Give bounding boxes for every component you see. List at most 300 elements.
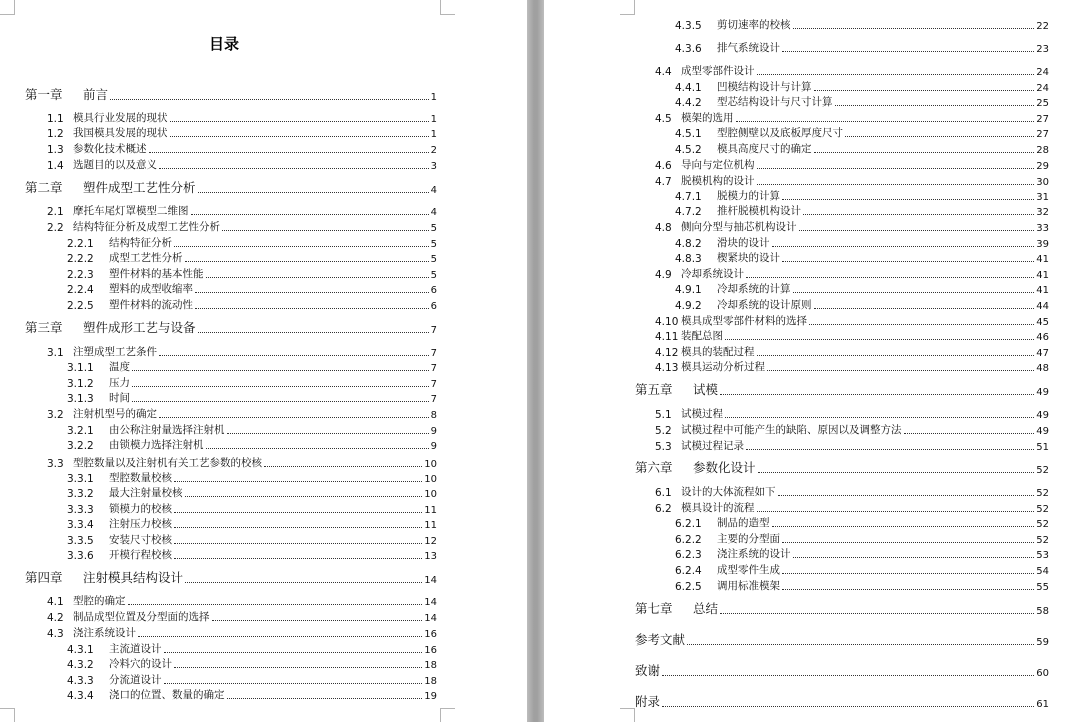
toc-entry-title: 参数化技术概述: [73, 143, 147, 155]
toc-dot-leader: [174, 558, 422, 559]
toc-section-entry[interactable]: [675, 79, 1049, 94]
toc-section-entry[interactable]: [47, 219, 437, 234]
toc-entry-page-number: 52: [1036, 504, 1049, 515]
toc-entry-title: 冷料穴的设计: [109, 658, 172, 670]
toc-entry-page-number: 11: [424, 520, 437, 531]
toc-entry-title: 结构特征分析: [109, 237, 172, 249]
toc-section-entry[interactable]: [675, 235, 1049, 250]
toc-dot-leader: [164, 683, 423, 684]
toc-entry-number: 3.3.6: [67, 550, 94, 562]
toc-section-entry[interactable]: [675, 578, 1049, 593]
toc-section-entry[interactable]: [655, 438, 1049, 453]
toc-entry-title: 注塑成型工艺条件: [73, 346, 157, 358]
toc-dot-leader: [772, 526, 1035, 527]
toc-entry-page-number: 49: [1036, 387, 1049, 398]
toc-entry-title: 设计的大体流程如下: [681, 486, 776, 498]
toc-dot-leader: [174, 527, 422, 528]
toc-entry-number: 第五章: [635, 382, 673, 397]
toc-section-entry[interactable]: [675, 281, 1049, 296]
toc-dot-leader: [206, 277, 429, 278]
toc-entry-number: 3.3.4: [67, 519, 94, 531]
toc-entry-title: 侧向分型与抽芯机构设计: [681, 221, 797, 233]
toc-dot-leader: [662, 706, 1034, 707]
toc-dot-leader: [720, 394, 1034, 395]
toc-entry-page-number: 1: [430, 92, 437, 103]
toc-section-entry[interactable]: [67, 390, 437, 405]
toc-section-entry[interactable]: [67, 672, 437, 687]
toc-entry-number: 4.4: [655, 66, 672, 78]
toc-entry-page-number: 27: [1036, 114, 1049, 125]
toc-chapter-entry[interactable]: [25, 319, 437, 336]
toc-dot-leader: [662, 675, 1034, 676]
toc-dot-leader: [814, 152, 1035, 153]
toc-entry-title: 摩托车尾灯罩模型二维图: [73, 205, 189, 217]
toc-dot-leader: [782, 589, 1034, 590]
toc-entry-title: 脱模力的计算: [717, 190, 780, 202]
toc-entry-page-number: 5: [430, 223, 437, 234]
toc-entry-page-number: 31: [1036, 192, 1049, 203]
toc-section-entry[interactable]: [67, 470, 437, 485]
toc-section-entry[interactable]: [655, 173, 1049, 188]
toc-dot-leader: [159, 355, 429, 356]
toc-entry-title: 参数化设计: [693, 460, 756, 475]
toc-entry-title: 主流道设计: [109, 643, 162, 655]
toc-chapter-entry[interactable]: [635, 693, 1049, 710]
toc-entry-number: 4.8.2: [675, 238, 702, 250]
toc-section-entry[interactable]: [675, 562, 1049, 577]
toc-entry-title: 注射压力校核: [109, 518, 172, 530]
toc-dot-leader: [132, 370, 429, 371]
toc-entry-page-number: 8: [430, 410, 437, 421]
toc-entry-page-number: 41: [1036, 285, 1049, 296]
toc-section-entry[interactable]: [67, 687, 437, 702]
toc-entry-title: 型腔侧壁以及底板厚度尺寸: [717, 127, 843, 139]
toc-section-entry[interactable]: [655, 344, 1049, 359]
toc-section-entry[interactable]: [67, 359, 437, 374]
toc-entry-number: 3.3.5: [67, 535, 94, 547]
toc-section-entry[interactable]: [655, 110, 1049, 125]
toc-section-entry[interactable]: [47, 344, 437, 359]
toc-section-entry[interactable]: [675, 125, 1049, 140]
toc-entry-title: 主要的分型面: [717, 533, 780, 545]
toc-dot-leader: [757, 511, 1035, 512]
toc-entry-title: 排气系统设计: [717, 42, 780, 54]
toc-entry-number: 4.3.5: [675, 20, 702, 32]
toc-entry-page-number: 7: [430, 379, 437, 390]
toc-section-entry[interactable]: [675, 297, 1049, 312]
toc-entry-title: 模具的装配过程: [681, 346, 755, 358]
toc-entry-title: 导向与定位机构: [681, 159, 755, 171]
toc-entry-number: 3.3: [47, 458, 64, 470]
toc-section-entry[interactable]: [675, 515, 1049, 530]
toc-section-entry[interactable]: [67, 547, 437, 562]
toc-entry-title: 试模过程中可能产生的缺陷、原因以及调整方法: [681, 424, 902, 436]
toc-entry-page-number: 10: [424, 489, 437, 500]
toc-entry-number: 4.1: [47, 596, 64, 608]
toc-entry-number: 4.4.2: [675, 97, 702, 109]
toc-entry-title: 模具成型零部件材料的选择: [681, 315, 807, 327]
toc-entry-title: 制品成型位置及分型面的选择: [73, 611, 210, 623]
toc-section-entry[interactable]: [675, 546, 1049, 561]
toc-entry-page-number: 2: [430, 145, 437, 156]
toc-entry-title: 塑件材料的基本性能: [109, 268, 204, 280]
toc-entry-title: 型腔数量校核: [109, 472, 172, 484]
toc-dot-leader: [159, 417, 429, 418]
toc-section-entry[interactable]: [675, 17, 1049, 32]
toc-entry-page-number: 16: [424, 629, 437, 640]
toc-entry-title: 由锁模力选择注射机: [109, 439, 204, 451]
toc-entry-number: 4.7.2: [675, 206, 702, 218]
toc-section-entry[interactable]: [655, 313, 1049, 328]
toc-dot-leader: [757, 184, 1035, 185]
toc-chapter-entry[interactable]: [635, 600, 1049, 617]
toc-entry-title: 浇口的位置、数量的确定: [109, 689, 225, 701]
toc-entry-page-number: 46: [1036, 332, 1049, 343]
toc-entry-title: 参考文献: [635, 632, 686, 647]
toc-entry-title: 滑块的设计: [717, 237, 770, 249]
toc-entry-number: 第六章: [635, 460, 673, 475]
toc-dot-leader: [164, 652, 423, 653]
toc-entry-page-number: 52: [1036, 488, 1049, 499]
toc-entry-page-number: 12: [424, 536, 437, 547]
toc-dot-leader: [757, 74, 1035, 75]
toc-entry-title: 成型零部件设计: [681, 65, 755, 77]
toc-dot-leader: [174, 481, 422, 482]
toc-section-entry[interactable]: [675, 250, 1049, 265]
toc-section-entry[interactable]: [67, 532, 437, 547]
toc-entry-page-number: 24: [1036, 83, 1049, 94]
toc-dot-leader: [757, 355, 1035, 356]
toc-dot-leader: [227, 433, 429, 434]
margin-corner-mark: [440, 0, 455, 15]
toc-section-entry[interactable]: [47, 125, 437, 140]
toc-dot-leader: [746, 449, 1034, 450]
toc-section-entry[interactable]: [655, 484, 1049, 499]
toc-entry-number: 6.1: [655, 487, 672, 499]
toc-entry-number: 4.4.1: [675, 82, 702, 94]
toc-entry-number: 4.3.4: [67, 690, 94, 702]
toc-section-entry[interactable]: [675, 40, 1049, 55]
margin-corner-mark: [0, 708, 15, 722]
toc-chapter-entry[interactable]: [635, 631, 1049, 648]
toc-entry-page-number: 48: [1036, 363, 1049, 374]
toc-dot-leader: [185, 582, 422, 583]
toc-section-entry[interactable]: [655, 219, 1049, 234]
toc-entry-title: 制品的造型: [717, 517, 770, 529]
toc-entry-title: 型芯结构设计与尺寸计算: [717, 96, 833, 108]
toc-dot-leader: [793, 292, 1035, 293]
toc-section-entry[interactable]: [67, 656, 437, 671]
toc-section-entry[interactable]: [675, 94, 1049, 109]
toc-entry-title: 调用标准模架: [717, 580, 780, 592]
toc-entry-number: 4.2: [47, 612, 64, 624]
toc-dot-leader: [835, 105, 1035, 106]
toc-entry-number: 1.3: [47, 144, 64, 156]
toc-section-entry[interactable]: [67, 641, 437, 656]
toc-entry-page-number: 6: [430, 301, 437, 312]
toc-entry-page-number: 10: [424, 459, 437, 470]
toc-entry-page-number: 7: [430, 348, 437, 359]
toc-entry-page-number: 18: [424, 660, 437, 671]
toc-dot-leader: [132, 386, 429, 387]
toc-dot-leader: [110, 99, 429, 100]
toc-entry-number: 4.3: [47, 628, 64, 640]
toc-entry-page-number: 13: [424, 551, 437, 562]
toc-entry-number: 6.2.2: [675, 534, 702, 546]
toc-entry-page-number: 25: [1036, 98, 1049, 109]
toc-entry-number: 第四章: [25, 570, 63, 585]
toc-entry-number: 6.2.5: [675, 581, 702, 593]
toc-section-entry[interactable]: [67, 281, 437, 296]
toc-dot-leader: [772, 246, 1035, 247]
toc-entry-page-number: 49: [1036, 410, 1049, 421]
toc-entry-page-number: 7: [430, 363, 437, 374]
toc-entry-page-number: 9: [430, 426, 437, 437]
toc-entry-number: 6.2: [655, 503, 672, 515]
toc-dot-leader: [758, 472, 1035, 473]
toc-entry-page-number: 53: [1036, 550, 1049, 561]
toc-section-entry[interactable]: [655, 157, 1049, 172]
toc-entry-title: 试模过程: [681, 408, 723, 420]
toc-entry-page-number: 16: [424, 645, 437, 656]
toc-entry-title: 我国模具发展的现状: [73, 127, 168, 139]
toc-entry-title: 温度: [109, 361, 130, 373]
toc-entry-number: 4.6: [655, 160, 672, 172]
toc-section-entry[interactable]: [675, 188, 1049, 203]
toc-entry-page-number: 33: [1036, 223, 1049, 234]
toc-section-entry[interactable]: [67, 437, 437, 452]
toc-dot-leader: [793, 557, 1035, 558]
toc-dot-leader: [174, 667, 422, 668]
toc-entry-number: 3.3.3: [67, 504, 94, 516]
toc-entry-title: 成型零件生成: [717, 564, 780, 576]
toc-entry-title: 模具运动分析过程: [681, 361, 765, 373]
toc-entry-number: 4.9.1: [675, 284, 702, 296]
toc-entry-number: 4.7.1: [675, 191, 702, 203]
toc-section-entry[interactable]: [655, 63, 1049, 78]
toc-section-entry[interactable]: [67, 422, 437, 437]
toc-entry-title: 开模行程校核: [109, 549, 172, 561]
toc-section-entry[interactable]: [47, 157, 437, 172]
margin-corner-mark: [440, 708, 455, 722]
toc-dot-leader: [195, 308, 429, 309]
toc-entry-number: 2.2.3: [67, 269, 94, 281]
toc-entry-page-number: 9: [430, 441, 437, 452]
toc-section-entry[interactable]: [67, 235, 437, 250]
toc-section-entry[interactable]: [47, 609, 437, 624]
toc-entry-page-number: 3: [430, 161, 437, 172]
toc-entry-number: 4.3.2: [67, 659, 94, 671]
toc-entry-page-number: 51: [1036, 442, 1049, 453]
toc-entry-title: 型腔的确定: [73, 595, 126, 607]
toc-section-entry[interactable]: [655, 422, 1049, 437]
toc-chapter-entry[interactable]: [635, 459, 1049, 476]
toc-entry-title: 推杆脱模机构设计: [717, 205, 801, 217]
toc-entry-page-number: 18: [424, 676, 437, 687]
toc-dot-leader: [814, 90, 1035, 91]
toc-entry-title: 注射模具结构设计: [83, 570, 184, 585]
toc-dot-leader: [814, 308, 1035, 309]
toc-entry-title: 塑件材料的流动性: [109, 299, 193, 311]
toc-dot-leader: [195, 292, 429, 293]
toc-entry-title: 时间: [109, 392, 130, 404]
toc-entry-title: 总结: [693, 601, 719, 616]
toc-chapter-entry[interactable]: [25, 86, 437, 103]
toc-entry-page-number: 41: [1036, 270, 1049, 281]
toc-dot-leader: [170, 136, 429, 137]
toc-entry-title: 最大注射量校核: [109, 487, 183, 499]
toc-entry-page-number: 1: [430, 114, 437, 125]
toc-entry-page-number: 58: [1036, 606, 1049, 617]
toc-chapter-entry[interactable]: [25, 179, 437, 196]
toc-entry-title: 成型工艺性分析: [109, 252, 183, 264]
toc-dot-leader: [720, 613, 1034, 614]
toc-entry-page-number: 1: [430, 129, 437, 140]
toc-entry-title: 塑件成形工艺与设备: [83, 320, 196, 335]
toc-dot-leader: [746, 277, 1034, 278]
toc-section-entry[interactable]: [47, 203, 437, 218]
toc-section-entry[interactable]: [655, 266, 1049, 281]
toc-section-entry[interactable]: [67, 266, 437, 281]
toc-entry-page-number: 4: [430, 207, 437, 218]
toc-entry-page-number: 60: [1036, 668, 1049, 679]
toc-entry-title: 模具高度尺寸的确定: [717, 143, 812, 155]
toc-entry-page-number: 19: [424, 691, 437, 702]
toc-entry-number: 2.2: [47, 222, 64, 234]
toc-entry-page-number: 11: [424, 505, 437, 516]
document-page-left: [0, 0, 527, 722]
toc-dot-leader: [212, 620, 423, 621]
toc-entry-number: 5.1: [655, 409, 672, 421]
toc-section-entry[interactable]: [67, 501, 437, 516]
toc-entry-page-number: 54: [1036, 566, 1049, 577]
toc-entry-page-number: 6: [430, 285, 437, 296]
page-gutter: [527, 0, 544, 722]
toc-entry-page-number: 39: [1036, 239, 1049, 250]
toc-entry-number: 1.2: [47, 128, 64, 140]
toc-entry-title: 楔紧块的设计: [717, 252, 780, 264]
toc-chapter-entry[interactable]: [635, 662, 1049, 679]
toc-section-entry[interactable]: [655, 500, 1049, 515]
toc-section-entry[interactable]: [655, 406, 1049, 421]
toc-entry-page-number: 14: [424, 575, 437, 586]
toc-entry-page-number: 41: [1036, 254, 1049, 265]
toc-entry-number: 4.11: [655, 331, 679, 343]
toc-section-entry[interactable]: [47, 455, 437, 470]
toc-section-entry[interactable]: [47, 593, 437, 608]
toc-entry-number: 4.3.1: [67, 644, 94, 656]
toc-entry-page-number: 23: [1036, 44, 1049, 55]
toc-entry-title: 型腔数量以及注射机有关工艺参数的校核: [73, 457, 262, 469]
toc-entry-number: 3.1.1: [67, 362, 94, 374]
toc-entry-number: 4.13: [655, 362, 679, 374]
document-page-right: [544, 0, 1088, 722]
toc-entry-page-number: 29: [1036, 161, 1049, 172]
toc-section-entry[interactable]: [655, 359, 1049, 374]
toc-dot-leader: [128, 604, 423, 605]
toc-dot-leader: [782, 199, 1034, 200]
toc-dot-leader: [198, 332, 429, 333]
toc-chapter-entry[interactable]: [635, 381, 1049, 398]
toc-section-entry[interactable]: [47, 406, 437, 421]
toc-entry-page-number: 14: [424, 597, 437, 608]
toc-entry-number: 4.7: [655, 176, 672, 188]
toc-section-entry[interactable]: [655, 328, 1049, 343]
toc-chapter-entry[interactable]: [25, 569, 437, 586]
toc-entry-number: 4.8.3: [675, 253, 702, 265]
toc-entry-number: 2.1: [47, 206, 64, 218]
toc-entry-number: 6.2.1: [675, 518, 702, 530]
toc-entry-number: 3.3.2: [67, 488, 94, 500]
toc-entry-number: 4.9.2: [675, 300, 702, 312]
toc-entry-number: 2.2.1: [67, 238, 94, 250]
toc-entry-title: 凹模结构设计与计算: [717, 81, 812, 93]
toc-dot-leader: [725, 417, 1034, 418]
toc-section-entry[interactable]: [47, 625, 437, 640]
toc-dot-leader: [782, 261, 1034, 262]
toc-dot-leader: [778, 495, 1035, 496]
toc-entry-page-number: 49: [1036, 426, 1049, 437]
toc-dot-leader: [725, 339, 1034, 340]
toc-entry-page-number: 28: [1036, 145, 1049, 156]
toc-section-entry[interactable]: [47, 141, 437, 156]
toc-entry-title: 装配总图: [681, 330, 723, 342]
toc-entry-page-number: 52: [1036, 535, 1049, 546]
toc-section-entry[interactable]: [67, 485, 437, 500]
toc-section-entry[interactable]: [675, 141, 1049, 156]
toc-entry-number: 5.2: [655, 425, 672, 437]
toc-entry-title: 前言: [83, 87, 109, 102]
toc-entry-title: 冷却系统设计: [681, 268, 744, 280]
toc-entry-number: 2.2.5: [67, 300, 94, 312]
toc-entry-page-number: 10: [424, 474, 437, 485]
toc-dot-leader: [191, 214, 429, 215]
toc-entry-page-number: 52: [1036, 519, 1049, 530]
toc-dot-leader: [222, 230, 429, 231]
toc-dot-leader: [174, 543, 422, 544]
toc-entry-title: 安装尺寸校核: [109, 534, 172, 546]
toc-entry-number: 第七章: [635, 601, 673, 616]
toc-dot-leader: [185, 261, 429, 262]
toc-section-entry[interactable]: [47, 110, 437, 125]
toc-entry-page-number: 14: [424, 613, 437, 624]
toc-entry-page-number: 32: [1036, 207, 1049, 218]
toc-entry-title: 塑料的成型收缩率: [109, 283, 193, 295]
toc-dot-leader: [206, 448, 429, 449]
toc-section-entry[interactable]: [67, 297, 437, 312]
toc-entry-page-number: 5: [430, 270, 437, 281]
toc-entry-page-number: 7: [430, 394, 437, 405]
toc-section-entry[interactable]: [675, 531, 1049, 546]
toc-entry-number: 6.2.4: [675, 565, 702, 577]
toc-dot-leader: [170, 121, 429, 122]
toc-entry-number: 4.5: [655, 113, 672, 125]
toc-entry-title: 锁模力的校核: [109, 503, 172, 515]
toc-section-entry[interactable]: [675, 203, 1049, 218]
toc-entry-number: 4.3.6: [675, 43, 702, 55]
toc-dot-leader: [799, 230, 1035, 231]
toc-dot-leader: [174, 512, 422, 513]
toc-entry-number: 3.1.2: [67, 378, 94, 390]
toc-section-entry[interactable]: [67, 516, 437, 531]
toc-section-entry[interactable]: [67, 250, 437, 265]
toc-entry-number: 4.10: [655, 316, 679, 328]
toc-section-entry[interactable]: [67, 375, 437, 390]
toc-dot-leader: [767, 370, 1034, 371]
toc-entry-title: 附录: [635, 694, 661, 709]
toc-dot-leader: [782, 542, 1034, 543]
toc-entry-title: 分流道设计: [109, 674, 162, 686]
